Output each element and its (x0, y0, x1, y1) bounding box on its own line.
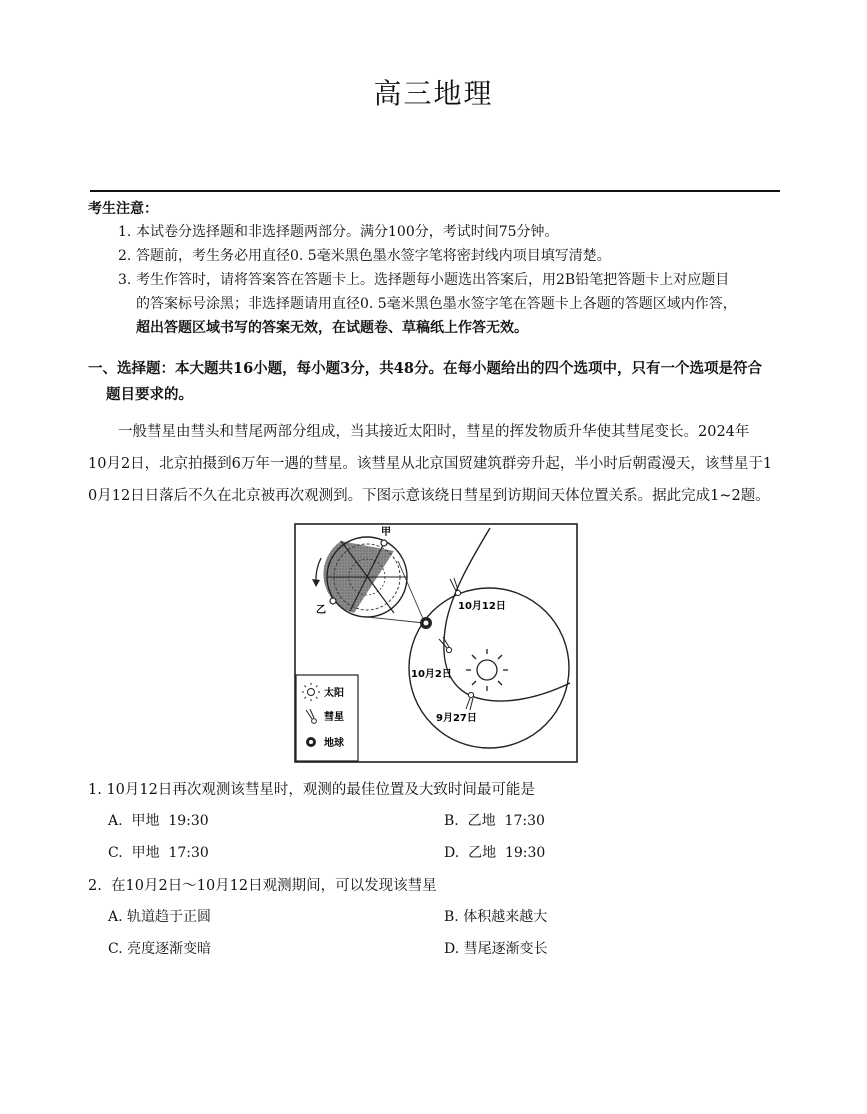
passage-line: 0月12日日落后不久在北京被再次观测到。下图示意该绕日彗星到访期间天体位置关系。据此完成1~2题。 (88, 488, 770, 504)
comet-orbit-diagram (294, 523, 578, 763)
notice-item-warning: 超出答题区域书写的答案无效，在试题卷、草稿纸上作答无效。 (136, 320, 528, 336)
notice-item-number: 2. (118, 248, 132, 264)
notice-heading: 考生注意： (88, 201, 158, 217)
option-key: D. (444, 941, 460, 957)
legend-earth-icon (306, 737, 316, 747)
legend-comet-label: 彗星 (324, 712, 344, 723)
question-1-option-b (444, 810, 545, 830)
legend-earth-label: 地球 (324, 738, 344, 749)
label-oct12: 10月12日 (458, 601, 506, 612)
option-text: 亮度逐渐变暗 (127, 941, 212, 957)
legend-sun-label: 太阳 (324, 688, 344, 699)
notice-item-number: 1. (118, 224, 132, 240)
notice-item-text: 本试卷分选择题和非选择题两部分。满分100分，考试时间75分钟。 (136, 224, 559, 240)
question-1-option-d (444, 842, 545, 862)
location-yi-marker (330, 598, 336, 604)
notice-item-text: 答题前，考生务必用直径0. 5毫米黑色墨水签字笔将密封线内项目填写清楚。 (136, 248, 611, 264)
header-divider (90, 190, 780, 192)
page-title: 高三地理 (373, 77, 494, 110)
option-key: A. (108, 909, 123, 925)
passage-line: 一般彗星由彗头和彗尾两部分组成，当其接近太阳时，彗星的挥发物质升华使其彗尾变长。2024年 (118, 424, 750, 440)
option-text: 甲地 17:30 (131, 845, 209, 861)
passage-line: 10月2日，北京拍摄到6万年一遇的彗星。该彗星从北京国贸建筑群旁升起，半小时后朝霞漫天，该彗星于1 (88, 456, 773, 472)
option-text: 乙地 19:30 (468, 845, 546, 861)
passage (88, 416, 788, 512)
label-oct2: 10月2日 (411, 669, 452, 680)
location-jia-marker (381, 540, 387, 546)
option-text: 轨道趋于正圆 (127, 909, 212, 925)
earth-icon (420, 617, 432, 629)
section-heading (88, 356, 788, 408)
option-text: 乙地 17:30 (467, 813, 545, 829)
label-jia: 甲 (381, 527, 391, 538)
question-2-option-d (444, 938, 548, 958)
section-heading-line2: 题目要求的。 (106, 386, 193, 403)
label-yi: 乙 (316, 605, 326, 616)
notice-item (118, 220, 798, 244)
question-1-stem: 1. 10月12日再次观测该彗星时，观测的最佳位置及大致时间最可能是 (88, 782, 535, 798)
figure-legend (296, 675, 358, 761)
option-text: 体积越来越大 (463, 909, 548, 925)
label-sep27: 9月27日 (436, 713, 477, 724)
option-key: C. (108, 941, 123, 957)
option-key: B. (444, 813, 459, 829)
question-2-stem: 2. 在10月2日～10月12日观测期间，可以发现该彗星 (88, 878, 437, 894)
option-key: B. (444, 909, 459, 925)
notice-item (118, 268, 798, 340)
question-2-option-b (444, 906, 547, 926)
question-1-option-a (108, 810, 209, 830)
option-text: 甲地 19:30 (131, 813, 209, 829)
question-2-option-a (108, 906, 211, 926)
notice-item-text: 考生作答时，请将答案答在答题卡上。选择题每小题选出答案后，用2B铅笔把答题卡上对应题目 (136, 272, 730, 288)
option-key: D. (444, 845, 460, 861)
notice-item (118, 244, 798, 268)
notice-list (118, 220, 798, 340)
option-text: 彗尾逐渐变长 (463, 941, 548, 957)
option-key: C. (108, 845, 123, 861)
option-key: A. (108, 813, 123, 829)
section-heading-line1: 一、选择题：本大题共16小题，每小题3分，共48分。在每小题给出的四个选项中，只有一个选项是符合 (88, 360, 762, 377)
notice-item-number: 3. (118, 272, 132, 288)
notice-item-text-continued: 的答案标号涂黑；非选择题请用直径0. 5毫米黑色墨水签字笔在答题卡上各题的答题区域内作答， (136, 296, 737, 312)
question-2-option-c (108, 938, 211, 958)
question-1-option-c (108, 842, 209, 862)
comet-orbit-figure (294, 523, 578, 763)
